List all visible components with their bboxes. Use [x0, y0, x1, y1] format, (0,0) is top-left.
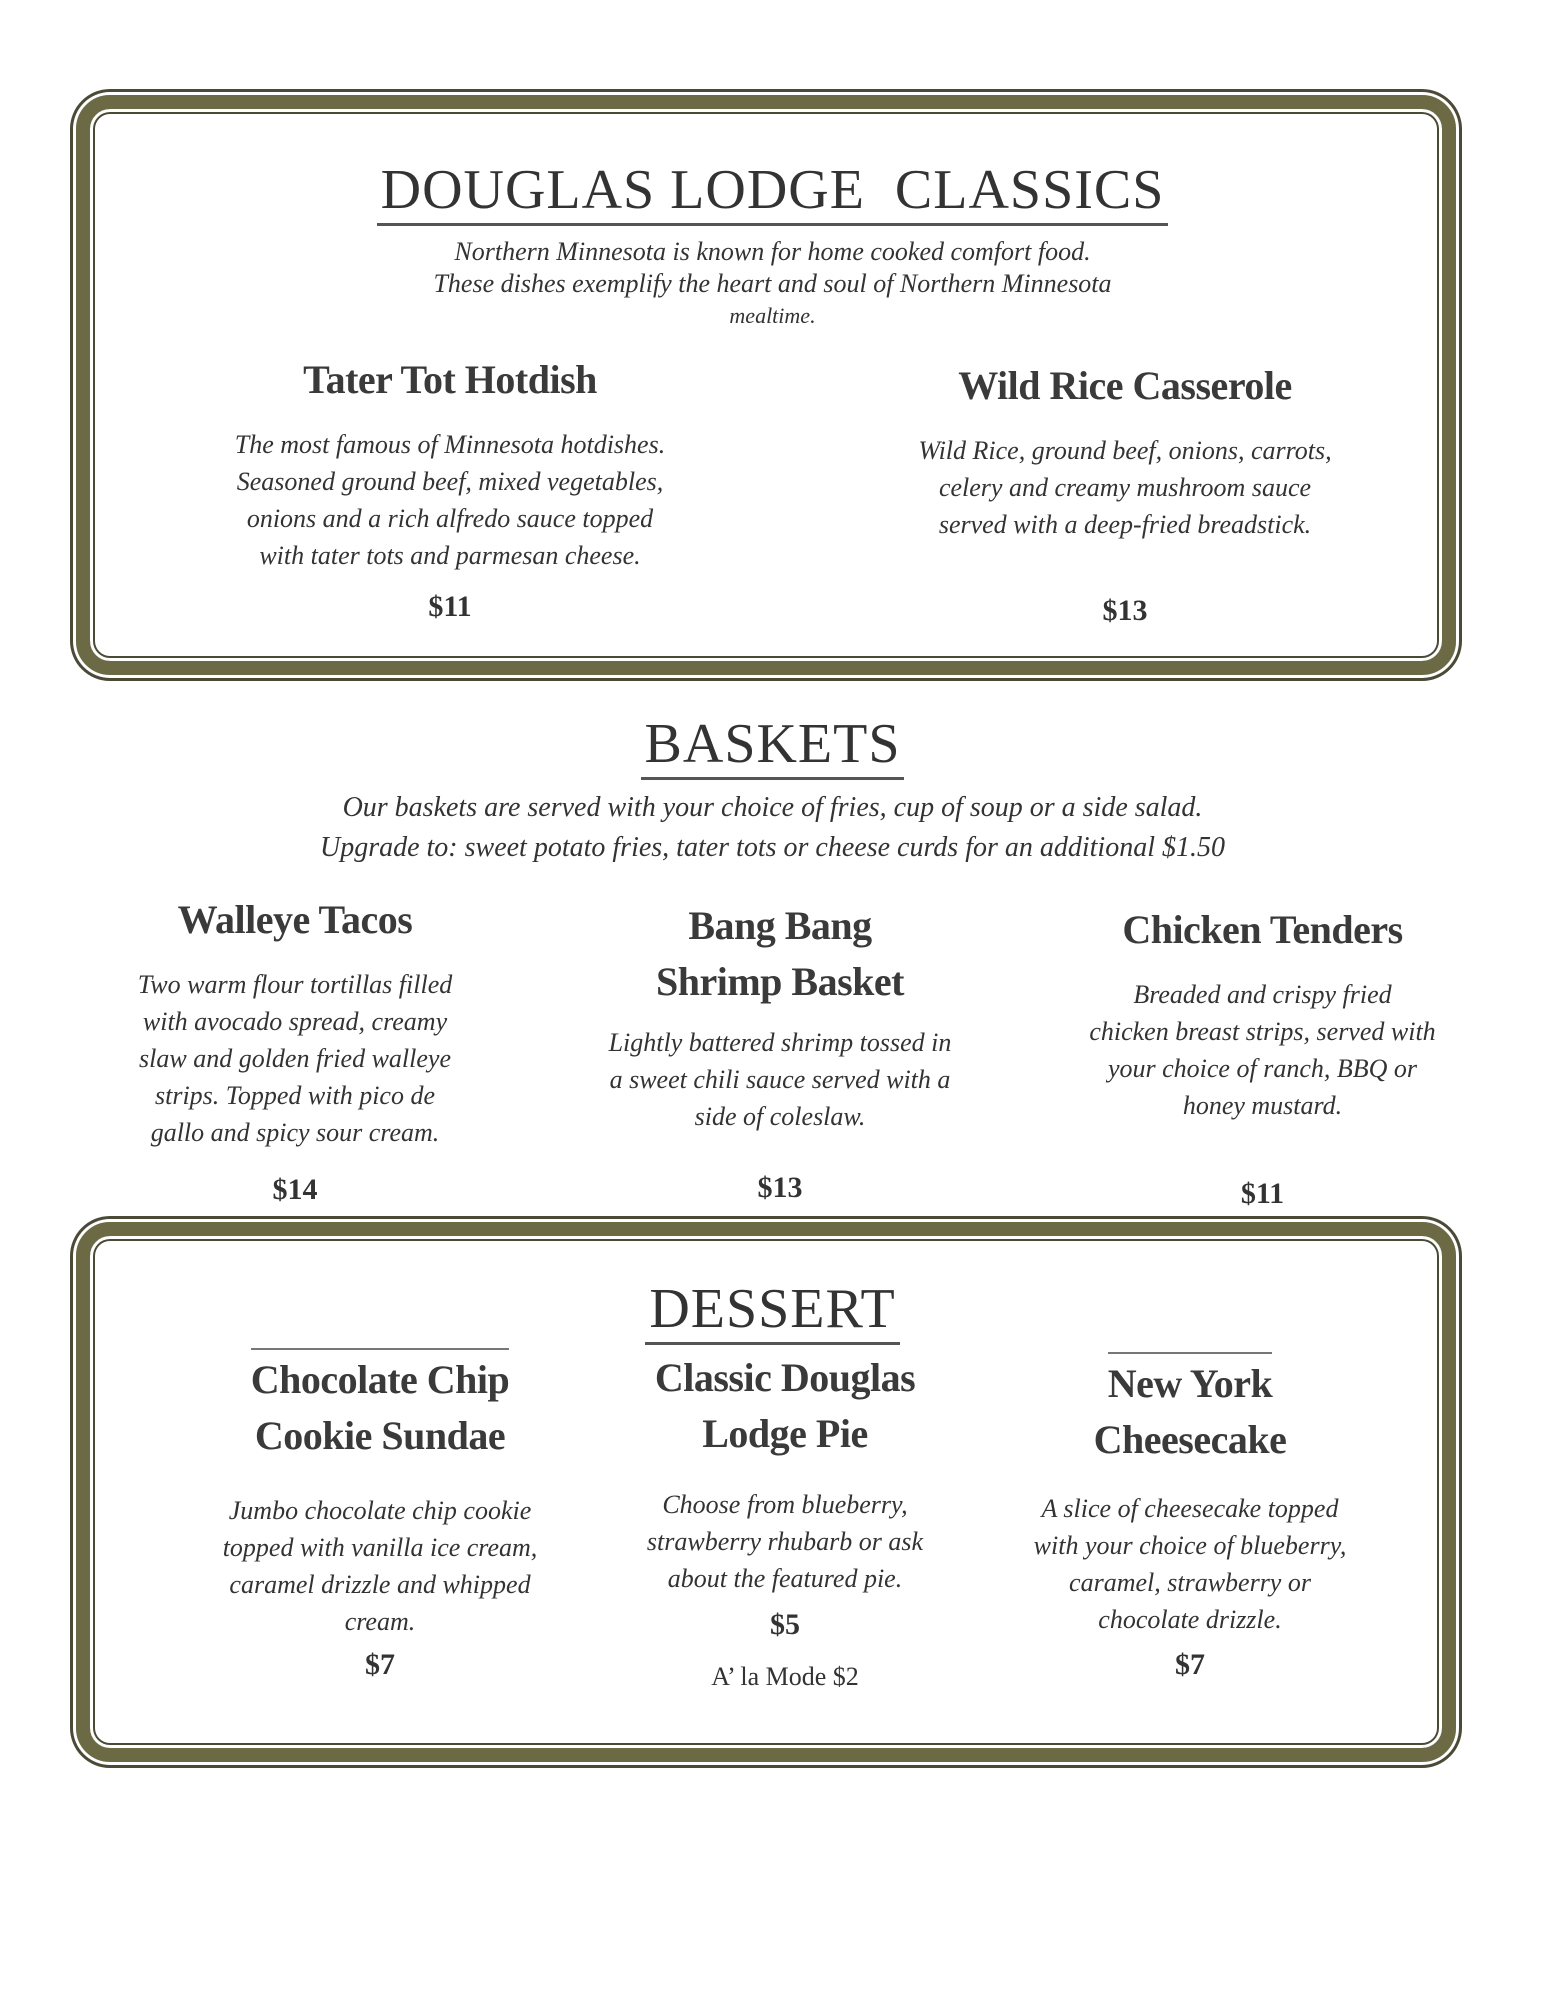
item-name: Chicken Tenders [1122, 907, 1403, 952]
desc-line: with your choice of blueberry, [1033, 1531, 1347, 1560]
price-ny-cheesecake: $7 [1175, 1648, 1205, 1681]
item-description [990, 1490, 1390, 1638]
item-description [570, 1024, 990, 1135]
item-name-line-2: Cheesecake [1093, 1417, 1287, 1462]
item-description [150, 426, 750, 574]
item-description [825, 432, 1425, 543]
desc-line: Jumbo chocolate chip cookie [228, 1496, 532, 1525]
item-name-line-1: Chocolate Chip [251, 1348, 510, 1408]
item-name [180, 1348, 580, 1408]
item-name [990, 1352, 1390, 1412]
item-name-line-2: Shrimp Basket [656, 959, 904, 1004]
desc-line: strawberry rhubarb or ask [646, 1527, 924, 1556]
desc-line: A slice of cheesecake topped [1041, 1494, 1339, 1523]
classics-title [0, 158, 1545, 222]
desc-line: side of coleslaw. [694, 1102, 866, 1131]
item-description [180, 1492, 580, 1640]
item-name-line-2: Cookie Sundae [254, 1413, 506, 1458]
baskets-title-text: BASKETS [641, 713, 905, 780]
menu-item-tater-tot-hotdish [150, 352, 750, 574]
baskets-intro-line-1: Our baskets are served with your choice of fries, cup of soup or a side salad. [342, 792, 1203, 823]
desc-line: served with a deep-fried breadstick. [938, 510, 1312, 539]
menu-item-walleye-tacos [100, 892, 490, 1151]
price-chicken-tenders: $11 [1240, 1177, 1285, 1210]
baskets-intro-line-2: Upgrade to: sweet potato fries, tater tots or cheese curds for an additional $1.50 [319, 832, 1225, 863]
item-name: Tater Tot Hotdish [303, 357, 597, 402]
desc-line: cream. [344, 1607, 416, 1636]
desc-line: gallo and spicy sour cream. [150, 1118, 440, 1147]
desc-line: chocolate drizzle. [1098, 1605, 1282, 1634]
desc-line: Breaded and crispy fried [1133, 980, 1392, 1009]
item-description [100, 966, 490, 1151]
price-wild-rice-casserole: $13 [1102, 594, 1148, 627]
item-name: Bang Bang [688, 903, 872, 948]
menu-item-ny-cheesecake [990, 1352, 1390, 1638]
dessert-title-text: DESSERT [645, 1278, 899, 1345]
desc-line: onions and a rich alfredo sauce topped [246, 504, 654, 533]
classics-intro [0, 236, 1545, 332]
price-tater-tot-hotdish: $11 [428, 590, 472, 623]
desc-line: The most famous of Minnesota hotdishes. [234, 430, 666, 459]
desc-line: Choose from blueberry, [662, 1490, 908, 1519]
desc-line: your choice of ranch, BBQ or [1107, 1054, 1418, 1083]
menu-item-bang-bang-shrimp [570, 898, 990, 1135]
baskets-intro [0, 788, 1545, 868]
item-name-line-2: Lodge Pie [702, 1411, 868, 1456]
desc-line: strips. Topped with pico de [154, 1081, 435, 1110]
desc-line: with avocado spread, creamy [142, 1007, 448, 1036]
item-description [580, 1486, 990, 1597]
desc-line: caramel, strawberry or [1069, 1568, 1311, 1597]
desc-line: chicken breast strips, served with [1089, 1017, 1436, 1046]
desc-line: honey mustard. [1182, 1091, 1343, 1120]
item-description [1050, 976, 1475, 1124]
desc-line: about the featured pie. [667, 1564, 903, 1593]
desc-line: Lightly battered shrimp tossed in [608, 1028, 952, 1057]
price-bang-bang-shrimp: $13 [757, 1171, 803, 1204]
classics-intro-line-2: These dishes exemplify the heart and soul of Northern Minnesota [433, 269, 1112, 298]
menu-item-chicken-tenders [1050, 902, 1475, 1124]
classics-title-text: DOUGLAS LODGE CLASSICS [377, 159, 1169, 226]
item-name: Classic Douglas [654, 1355, 916, 1400]
desc-line: Two warm flour tortillas filled [137, 970, 453, 999]
menu-item-wild-rice-casserole [825, 358, 1425, 543]
classics-intro-line-3: mealtime. [729, 303, 816, 328]
item-name: Wild Rice Casserole [958, 363, 1292, 408]
item-name-line-1: New York [1108, 1352, 1273, 1412]
classics-intro-line-1: Northern Minnesota is known for home cooked comfort food. [454, 237, 1091, 266]
desc-line: Seasoned ground beef, mixed vegetables, [236, 467, 664, 496]
baskets-title [0, 712, 1545, 776]
dessert-title [0, 1277, 1545, 1341]
item-name: Walleye Tacos [177, 897, 413, 942]
desc-line: caramel drizzle and whipped [229, 1570, 531, 1599]
a-la-mode-note: A’ la Mode $2 [711, 1662, 859, 1691]
desc-line: with tater tots and parmesan cheese. [259, 541, 641, 570]
desc-line: slaw and golden fried walleye [139, 1044, 451, 1073]
menu-item-cookie-sundae [180, 1348, 580, 1640]
desc-line: topped with vanilla ice cream, [222, 1533, 538, 1562]
menu-item-douglas-lodge-pie [580, 1350, 990, 1597]
desc-line: Wild Rice, ground beef, onions, carrots, [918, 436, 1332, 465]
price-walleye-tacos: $14 [272, 1173, 318, 1206]
price-cookie-sundae: $7 [365, 1648, 395, 1681]
desc-line: a sweet chili sauce served with a [609, 1065, 951, 1094]
desc-line: celery and creamy mushroom sauce [938, 473, 1312, 502]
price-douglas-lodge-pie: $5 [770, 1608, 800, 1641]
